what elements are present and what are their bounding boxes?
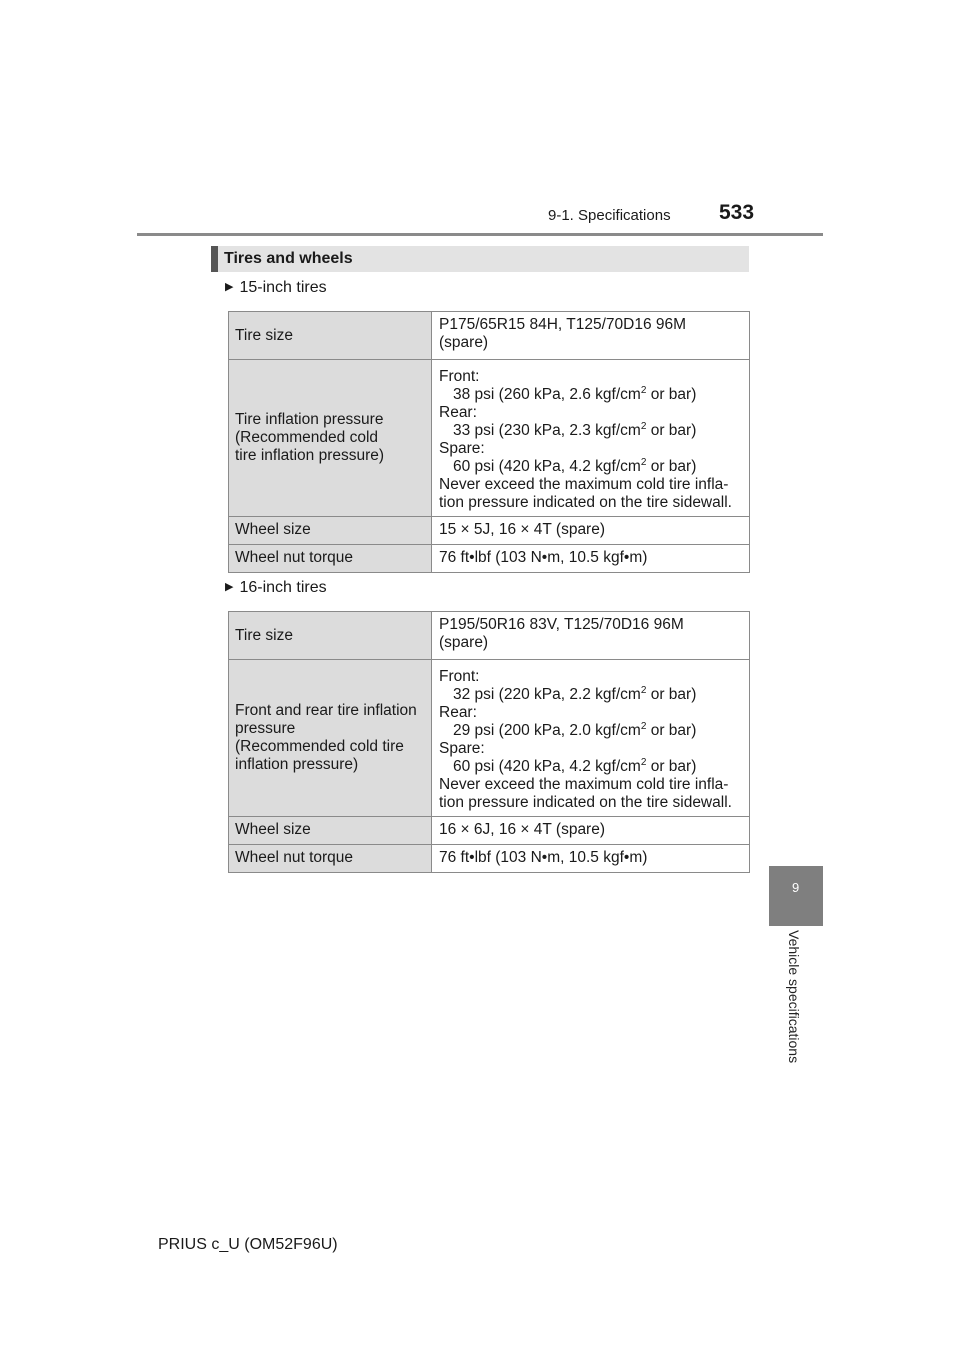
rear-label: Rear: <box>439 404 477 421</box>
pressure-note-line: Never exceed the maximum cold tire infla- <box>439 476 729 493</box>
footer-model: PRIUS c_U (OM52F96U) <box>158 1236 338 1253</box>
table-row <box>229 817 750 845</box>
table-row <box>229 545 750 573</box>
front-label: Front: <box>439 368 480 385</box>
tire-size-value <box>432 312 750 360</box>
section-title: Tires and wheels <box>211 246 749 272</box>
pressure-note-line: tion pressure indicated on the tire sidewall. <box>439 494 732 511</box>
pressure-label-line: inflation pressure) <box>235 756 359 773</box>
spec-table-16-inch <box>228 611 750 873</box>
table-row <box>229 612 750 660</box>
torque-value: 76 ft•lbf (103 N•m, 10.5 kgf•m) <box>432 845 750 873</box>
pressure-label-line: tire inflation pressure) <box>235 447 385 464</box>
subheading-text: 15-inch tires <box>239 279 327 296</box>
pressure-value <box>432 360 750 517</box>
table-row <box>229 360 750 517</box>
pressure-label-line: Front and rear tire inflation <box>235 702 417 719</box>
subheading-16-inch <box>225 579 327 597</box>
rear-value: 29 psi (200 kPa, 2.0 kgf/$cm^2$ or bar) <box>453 720 697 739</box>
pressure-note-line: tion pressure indicated on the tire sidewall. <box>439 794 732 811</box>
wheel-size-label: Wheel size <box>229 517 432 545</box>
tire-size-line: P195/50R16 83V, T125/70D16 96M <box>439 616 684 633</box>
pressure-note-line: Never exceed the maximum cold tire infla- <box>439 776 729 793</box>
chapter-tab <box>769 866 823 926</box>
pressure-value <box>432 660 750 817</box>
torque-label: Wheel nut torque <box>229 545 432 573</box>
torque-label: Wheel nut torque <box>229 845 432 873</box>
subheading-text: 16-inch tires <box>239 579 327 596</box>
chapter-number: 9 <box>792 880 800 895</box>
wheel-size-label: Wheel size <box>229 817 432 845</box>
pressure-label <box>229 660 432 817</box>
triangle-bullet-icon: ▶ <box>225 281 234 293</box>
tire-size-label: Tire size <box>229 612 432 660</box>
subheading-15-inch <box>225 279 327 297</box>
tire-size-line: P175/65R15 84H, T125/70D16 96M <box>439 316 687 333</box>
wheel-size-value: 15 × 5J, 16 × 4T (spare) <box>432 517 750 545</box>
pressure-label <box>229 360 432 517</box>
triangle-bullet-icon: ▶ <box>225 581 234 593</box>
header-divider <box>137 233 823 236</box>
wheel-size-value: 16 × 6J, 16 × 4T (spare) <box>432 817 750 845</box>
table-row <box>229 845 750 873</box>
table-row <box>229 312 750 360</box>
spare-label: Spare: <box>439 740 485 757</box>
front-value: 38 psi (260 kPa, 2.6 kgf/$cm^2$ or bar) <box>453 384 697 403</box>
tire-size-line: (spare) <box>439 634 489 651</box>
spare-label: Spare: <box>439 440 485 457</box>
spec-table-15-inch <box>228 311 750 573</box>
running-header-section: 9-1. Specifications <box>548 207 671 224</box>
pressure-label-line: Tire inflation pressure <box>235 411 384 428</box>
torque-value: 76 ft•lbf (103 N•m, 10.5 kgf•m) <box>432 545 750 573</box>
front-value: 32 psi (220 kPa, 2.2 kgf/$cm^2$ or bar) <box>453 684 697 703</box>
table-row <box>229 660 750 817</box>
rear-value: 33 psi (230 kPa, 2.3 kgf/$cm^2$ or bar) <box>453 420 697 439</box>
chapter-title: Vehicle specifications <box>786 930 802 1064</box>
page-number: 533 <box>719 201 755 224</box>
table-row <box>229 517 750 545</box>
pressure-label-line: (Recommended cold tire <box>235 738 404 755</box>
pressure-label-line: pressure <box>235 720 296 737</box>
front-label: Front: <box>439 668 480 685</box>
tire-size-line: (spare) <box>439 334 489 351</box>
tire-size-value <box>432 612 750 660</box>
rear-label: Rear: <box>439 704 477 721</box>
spare-value: 60 psi (420 kPa, 4.2 kgf/$cm^2$ or bar) <box>453 456 697 475</box>
pressure-label-line: (Recommended cold <box>235 429 379 446</box>
spare-value: 60 psi (420 kPa, 4.2 kgf/$cm^2$ or bar) <box>453 756 697 775</box>
tire-size-label: Tire size <box>229 312 432 360</box>
